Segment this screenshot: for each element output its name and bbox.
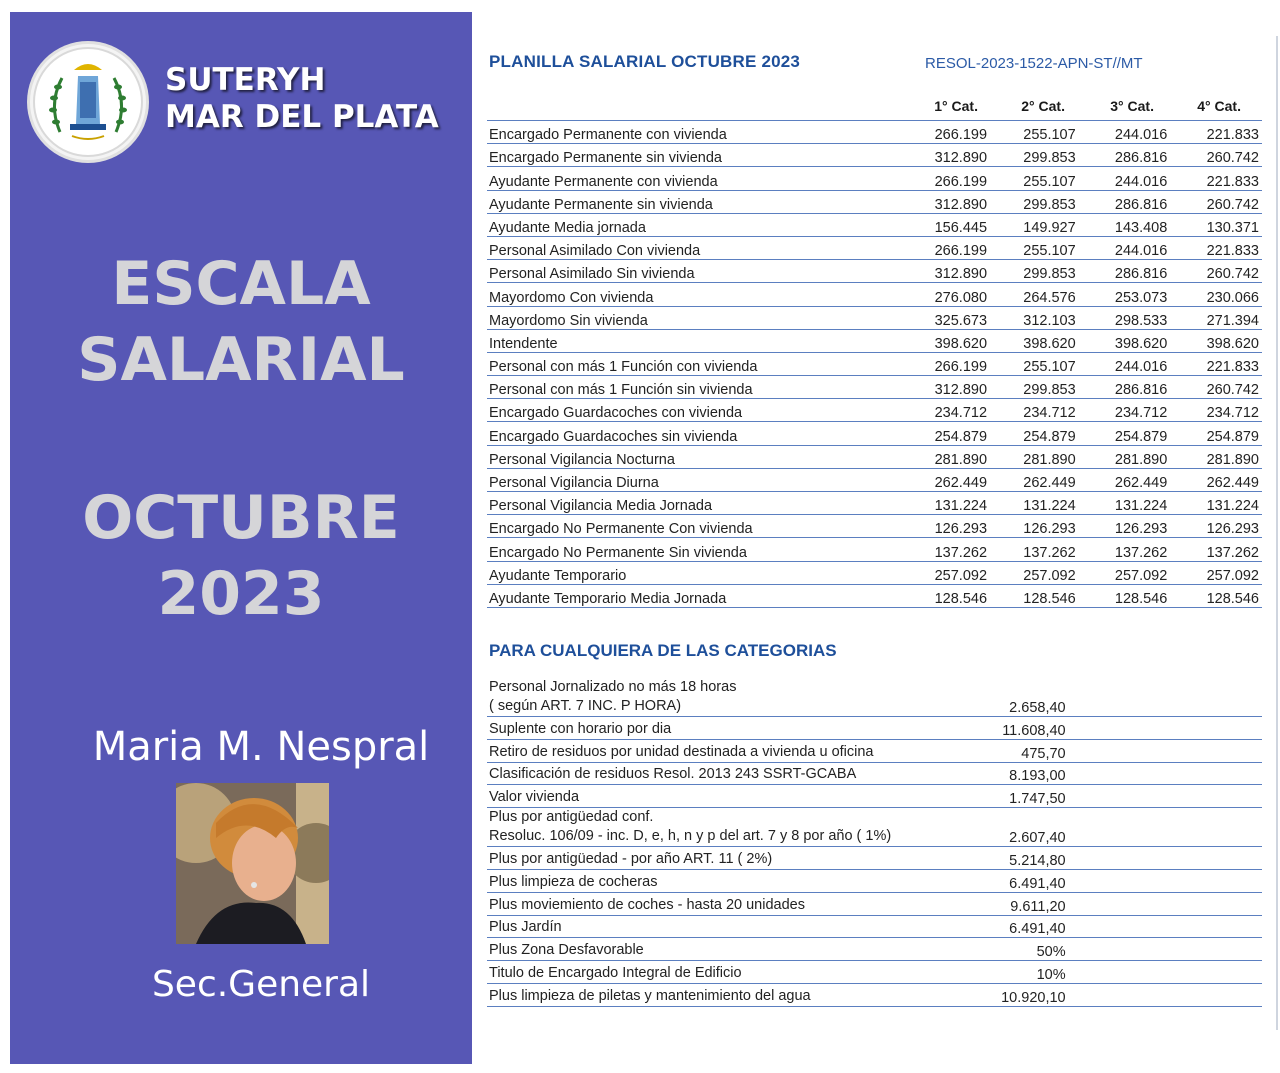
extras-label-line1: Clasificación de residuos Resol. 2013 243 SSRT-GCABA bbox=[489, 766, 857, 783]
cell-cat2: 312.103 bbox=[987, 306, 1079, 329]
table-row bbox=[487, 538, 1262, 561]
extras-row bbox=[487, 938, 1262, 961]
hero-line3: OCTUBRE bbox=[82, 483, 400, 553]
row-label: Personal Asimilado Sin vivienda bbox=[487, 260, 907, 283]
table-row bbox=[487, 492, 1262, 515]
extras-spacer bbox=[1066, 739, 1262, 762]
cell-cat1: 281.890 bbox=[907, 445, 987, 468]
table-row bbox=[487, 306, 1262, 329]
union-emblem-icon bbox=[30, 44, 146, 160]
cell-cat1: 266.199 bbox=[907, 236, 987, 259]
row-label: Ayudante Media jornada bbox=[487, 213, 907, 236]
extras-spacer bbox=[1066, 869, 1262, 892]
row-label: Ayudante Permanente con vivienda bbox=[487, 167, 907, 190]
extras-label bbox=[487, 938, 968, 961]
cell-cat4: 260.742 bbox=[1170, 190, 1262, 213]
row-label: Encargado Permanente sin vivienda bbox=[487, 144, 907, 167]
cell-cat1: 312.890 bbox=[907, 260, 987, 283]
person-role: Sec.General bbox=[151, 964, 371, 1005]
cell-cat1: 266.199 bbox=[907, 167, 987, 190]
extras-row bbox=[487, 847, 1262, 870]
extras-label bbox=[487, 915, 968, 938]
extras-spacer bbox=[1066, 808, 1262, 847]
extras-value: 2.658,40 bbox=[968, 678, 1066, 717]
salary-table bbox=[487, 120, 1262, 608]
cell-cat1: 128.546 bbox=[907, 584, 987, 607]
cell-cat2: 255.107 bbox=[987, 352, 1079, 375]
row-label: Personal Vigilancia Diurna bbox=[487, 468, 907, 491]
cell-cat2: 128.546 bbox=[987, 584, 1079, 607]
cell-cat3: 298.533 bbox=[1079, 306, 1171, 329]
extras-spacer bbox=[1066, 961, 1262, 984]
page-edge-divider bbox=[1276, 36, 1278, 1030]
extras-label bbox=[487, 678, 968, 717]
cell-cat4: 130.371 bbox=[1170, 213, 1262, 236]
extras-row bbox=[487, 915, 1262, 938]
cell-cat3: 143.408 bbox=[1079, 213, 1171, 236]
cell-cat3: 244.016 bbox=[1079, 352, 1171, 375]
extras-spacer bbox=[1066, 785, 1262, 808]
hero-line1: ESCALA bbox=[111, 249, 371, 319]
extras-row bbox=[487, 808, 1262, 847]
extras-label bbox=[487, 739, 968, 762]
extras-label-line1: Plus por antigüedad - por año ART. 11 ( 2%) bbox=[489, 850, 773, 867]
row-label: Mayordomo Sin vivienda bbox=[487, 306, 907, 329]
extras-value: 8.193,00 bbox=[968, 762, 1066, 785]
extras-label bbox=[487, 961, 968, 984]
row-label: Encargado No Permanente Con vivienda bbox=[487, 515, 907, 538]
extras-label-line1: Plus moviemiento de coches - hasta 20 unidades bbox=[489, 896, 805, 913]
extras-label-line2: Resoluc. 106/09 - inc. D, e, h, n y p del art. 7 y 8 por año ( 1%) bbox=[489, 828, 892, 845]
extras-label-line1: Titulo de Encargado Integral de Edificio bbox=[489, 964, 742, 981]
cell-cat2: 254.879 bbox=[987, 422, 1079, 445]
row-label: Encargado Guardacoches sin vivienda bbox=[487, 422, 907, 445]
extras-spacer bbox=[1066, 847, 1262, 870]
cell-cat4: 260.742 bbox=[1170, 260, 1262, 283]
extras-label bbox=[487, 808, 968, 847]
table-row bbox=[487, 352, 1262, 375]
extras-row bbox=[487, 869, 1262, 892]
extras-label-line1: Valor vivienda bbox=[489, 789, 580, 806]
row-label: Personal con más 1 Función sin vivienda bbox=[487, 376, 907, 399]
extras-row bbox=[487, 983, 1262, 1006]
extras-value: 5.214,80 bbox=[968, 847, 1066, 870]
extras-label-line1: Retiro de residuos por unidad destinada a vivienda u oficina bbox=[489, 743, 874, 760]
extras-spacer bbox=[1066, 762, 1262, 785]
extras-value: 475,70 bbox=[968, 739, 1066, 762]
cell-cat4: 221.833 bbox=[1170, 121, 1262, 144]
cell-cat3: 254.879 bbox=[1079, 422, 1171, 445]
table-row bbox=[487, 468, 1262, 491]
cell-cat4: 128.546 bbox=[1170, 584, 1262, 607]
extras-row bbox=[487, 785, 1262, 808]
cell-cat2: 281.890 bbox=[987, 445, 1079, 468]
extras-table bbox=[487, 678, 1262, 1007]
table-row bbox=[487, 561, 1262, 584]
extras-value: 1.747,50 bbox=[968, 785, 1066, 808]
cell-cat1: 325.673 bbox=[907, 306, 987, 329]
cell-cat1: 312.890 bbox=[907, 190, 987, 213]
hero-line2: SALARIAL bbox=[77, 325, 405, 395]
row-label: Ayudante Permanente sin vivienda bbox=[487, 190, 907, 213]
extras-row bbox=[487, 892, 1262, 915]
cell-cat1: 266.199 bbox=[907, 121, 987, 144]
column-header-cat2: 2° Cat. bbox=[1021, 98, 1065, 114]
extras-value: 6.491,40 bbox=[968, 915, 1066, 938]
cell-cat1: 266.199 bbox=[907, 352, 987, 375]
extras-spacer bbox=[1066, 915, 1262, 938]
extras-spacer bbox=[1066, 717, 1262, 740]
cell-cat4: 260.742 bbox=[1170, 144, 1262, 167]
table-row bbox=[487, 515, 1262, 538]
extras-row bbox=[487, 717, 1262, 740]
cell-cat4: 126.293 bbox=[1170, 515, 1262, 538]
cell-cat1: 262.449 bbox=[907, 468, 987, 491]
cell-cat3: 262.449 bbox=[1079, 468, 1171, 491]
extras-value: 6.491,40 bbox=[968, 869, 1066, 892]
cell-cat3: 286.816 bbox=[1079, 144, 1171, 167]
cell-cat3: 137.262 bbox=[1079, 538, 1171, 561]
extras-label-line1: Personal Jornalizado no más 18 horas bbox=[489, 679, 737, 695]
extras-label-line2: ( según ART. 7 INC. P HORA) bbox=[489, 698, 682, 714]
cell-cat1: 137.262 bbox=[907, 538, 987, 561]
row-label: Personal Vigilancia Nocturna bbox=[487, 445, 907, 468]
extras-spacer bbox=[1066, 892, 1262, 915]
person-name: Maria M. Nespral bbox=[92, 724, 430, 770]
cell-cat1: 398.620 bbox=[907, 329, 987, 352]
extras-row bbox=[487, 961, 1262, 984]
extras-value: 2.607,40 bbox=[968, 808, 1066, 847]
extras-label-line1: Plus limpieza de piletas y mantenimiento del agua bbox=[489, 987, 811, 1004]
cell-cat1: 276.080 bbox=[907, 283, 987, 306]
cell-cat2: 126.293 bbox=[987, 515, 1079, 538]
cell-cat3: 281.890 bbox=[1079, 445, 1171, 468]
column-header-cat1: 1° Cat. bbox=[934, 98, 978, 114]
table-row bbox=[487, 260, 1262, 283]
table-row bbox=[487, 167, 1262, 190]
cell-cat2: 299.853 bbox=[987, 260, 1079, 283]
cell-cat2: 264.576 bbox=[987, 283, 1079, 306]
row-label: Encargado Permanente con vivienda bbox=[487, 121, 907, 144]
row-label: Personal Vigilancia Media Jornada bbox=[487, 492, 907, 515]
extras-label-line1: Suplente con horario por dia bbox=[489, 720, 672, 737]
row-label: Ayudante Temporario Media Jornada bbox=[487, 584, 907, 607]
cell-cat4: 260.742 bbox=[1170, 376, 1262, 399]
document-title: PLANILLA SALARIAL OCTUBRE 2023 bbox=[489, 52, 801, 71]
cell-cat3: 131.224 bbox=[1079, 492, 1171, 515]
cell-cat1: 234.712 bbox=[907, 399, 987, 422]
extras-label bbox=[487, 847, 968, 870]
extras-spacer bbox=[1066, 678, 1262, 717]
cell-cat3: 126.293 bbox=[1079, 515, 1171, 538]
cell-cat1: 126.293 bbox=[907, 515, 987, 538]
extras-label-line1: Plus por antigüedad conf. bbox=[489, 809, 654, 826]
cell-cat2: 149.927 bbox=[987, 213, 1079, 236]
table-row bbox=[487, 584, 1262, 607]
cell-cat2: 262.449 bbox=[987, 468, 1079, 491]
row-label: Encargado No Permanente Sin vivienda bbox=[487, 538, 907, 561]
extras-title: PARA CUALQUIERA DE LAS CATEGORIAS bbox=[489, 641, 837, 660]
cell-cat1: 312.890 bbox=[907, 376, 987, 399]
person-photo bbox=[176, 783, 329, 944]
org-name-line1: SUTERYH bbox=[165, 62, 326, 98]
cell-cat4: 398.620 bbox=[1170, 329, 1262, 352]
table-row bbox=[487, 283, 1262, 306]
extras-value: 50% bbox=[968, 938, 1066, 961]
portrait-photo-icon bbox=[176, 783, 329, 944]
extras-spacer bbox=[1066, 938, 1262, 961]
row-label: Ayudante Temporario bbox=[487, 561, 907, 584]
table-row bbox=[487, 190, 1262, 213]
org-name bbox=[165, 62, 439, 136]
extras-row bbox=[487, 678, 1262, 717]
hero-period bbox=[10, 480, 472, 632]
cell-cat2: 257.092 bbox=[987, 561, 1079, 584]
cell-cat1: 131.224 bbox=[907, 492, 987, 515]
cell-cat4: 230.066 bbox=[1170, 283, 1262, 306]
table-row bbox=[487, 213, 1262, 236]
hero-title bbox=[10, 246, 472, 398]
extras-label bbox=[487, 869, 968, 892]
cell-cat4: 262.449 bbox=[1170, 468, 1262, 491]
extras-label bbox=[487, 762, 968, 785]
extras-label-line1: Plus limpieza de cocheras bbox=[489, 873, 658, 890]
cell-cat3: 398.620 bbox=[1079, 329, 1171, 352]
row-label: Mayordomo Con vivienda bbox=[487, 283, 907, 306]
cell-cat4: 234.712 bbox=[1170, 399, 1262, 422]
cell-cat2: 255.107 bbox=[987, 236, 1079, 259]
cell-cat2: 398.620 bbox=[987, 329, 1079, 352]
extras-label bbox=[487, 717, 968, 740]
left-panel bbox=[10, 12, 472, 1064]
row-label: Personal Asimilado Con vivienda bbox=[487, 236, 907, 259]
cell-cat2: 299.853 bbox=[987, 190, 1079, 213]
cell-cat4: 131.224 bbox=[1170, 492, 1262, 515]
hero-line4: 2023 bbox=[157, 559, 325, 629]
cell-cat3: 286.816 bbox=[1079, 376, 1171, 399]
cell-cat3: 244.016 bbox=[1079, 236, 1171, 259]
cell-cat1: 156.445 bbox=[907, 213, 987, 236]
cell-cat3: 286.816 bbox=[1079, 260, 1171, 283]
extras-label bbox=[487, 983, 968, 1006]
cell-cat3: 244.016 bbox=[1079, 121, 1171, 144]
table-row bbox=[487, 121, 1262, 144]
cell-cat1: 312.890 bbox=[907, 144, 987, 167]
cell-cat2: 255.107 bbox=[987, 121, 1079, 144]
cell-cat4: 257.092 bbox=[1170, 561, 1262, 584]
table-row bbox=[487, 376, 1262, 399]
column-header-cat3: 3° Cat. bbox=[1110, 98, 1154, 114]
table-row bbox=[487, 329, 1262, 352]
cell-cat4: 221.833 bbox=[1170, 236, 1262, 259]
extras-label bbox=[487, 785, 968, 808]
cell-cat2: 234.712 bbox=[987, 399, 1079, 422]
column-header-cat4: 4° Cat. bbox=[1197, 98, 1241, 114]
cell-cat2: 131.224 bbox=[987, 492, 1079, 515]
cell-cat2: 299.853 bbox=[987, 144, 1079, 167]
resolution-number: RESOL-2023-1522-APN-ST//MT bbox=[925, 55, 1143, 72]
extras-spacer bbox=[1066, 983, 1262, 1006]
union-logo bbox=[30, 44, 146, 160]
extras-value: 9.611,20 bbox=[968, 892, 1066, 915]
cell-cat3: 286.816 bbox=[1079, 190, 1171, 213]
extras-value: 10.920,10 bbox=[968, 983, 1066, 1006]
cell-cat3: 257.092 bbox=[1079, 561, 1171, 584]
org-name-line2: MAR DEL PLATA bbox=[165, 99, 439, 135]
cell-cat3: 234.712 bbox=[1079, 399, 1171, 422]
cell-cat3: 128.546 bbox=[1079, 584, 1171, 607]
cell-cat1: 254.879 bbox=[907, 422, 987, 445]
cell-cat3: 253.073 bbox=[1079, 283, 1171, 306]
cell-cat1: 257.092 bbox=[907, 561, 987, 584]
table-row bbox=[487, 422, 1262, 445]
cell-cat4: 221.833 bbox=[1170, 167, 1262, 190]
extras-row bbox=[487, 762, 1262, 785]
extras-row bbox=[487, 739, 1262, 762]
row-label: Intendente bbox=[487, 329, 907, 352]
row-label: Personal con más 1 Función con vivienda bbox=[487, 352, 907, 375]
cell-cat4: 271.394 bbox=[1170, 306, 1262, 329]
table-row bbox=[487, 445, 1262, 468]
cell-cat4: 254.879 bbox=[1170, 422, 1262, 445]
cell-cat4: 137.262 bbox=[1170, 538, 1262, 561]
cell-cat4: 281.890 bbox=[1170, 445, 1262, 468]
extras-label-line1: Plus Zona Desfavorable bbox=[489, 942, 644, 959]
cell-cat3: 244.016 bbox=[1079, 167, 1171, 190]
extras-value: 10% bbox=[968, 961, 1066, 984]
cell-cat4: 221.833 bbox=[1170, 352, 1262, 375]
extras-label bbox=[487, 892, 968, 915]
row-label: Encargado Guardacoches con vivienda bbox=[487, 399, 907, 422]
extras-label-line1: Plus Jardín bbox=[489, 919, 562, 936]
table-row bbox=[487, 399, 1262, 422]
table-row bbox=[487, 236, 1262, 259]
cell-cat2: 137.262 bbox=[987, 538, 1079, 561]
cell-cat2: 255.107 bbox=[987, 167, 1079, 190]
cell-cat2: 299.853 bbox=[987, 376, 1079, 399]
table-row bbox=[487, 144, 1262, 167]
extras-value: 11.608,40 bbox=[968, 717, 1066, 740]
